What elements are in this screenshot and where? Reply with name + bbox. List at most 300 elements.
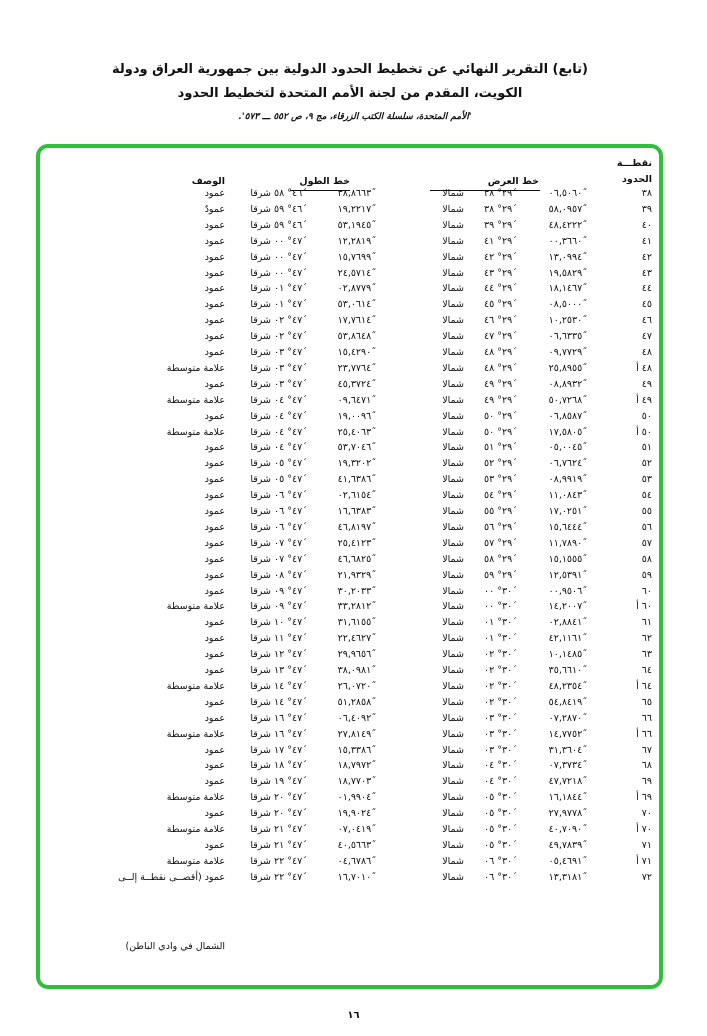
latitude-deg-min: ٣٠° ٠٢´ [484, 696, 517, 708]
latitude-direction: شمالا [442, 235, 464, 247]
longitude-seconds: ١٨,٧٩٧٢˝ [337, 760, 376, 772]
description: عمود [204, 283, 225, 295]
latitude-seconds: ١٤,٢٠٠٧˝ [548, 601, 587, 613]
longitude-seconds: ٢٧,٨١٤٩˝ [337, 728, 376, 740]
longitude-deg-min: ٤٧° ٠٠´ [274, 267, 307, 279]
description: عمود [204, 442, 225, 454]
table-row [0, 281, 707, 297]
longitude-deg-min: ٤٧° ٠٤´ [274, 394, 307, 406]
longitude-seconds: ٣٨,٨٦٦٣˝ [337, 188, 376, 199]
longitude-deg-min: ٤٧° ٠٥´ [274, 474, 307, 486]
table-row [0, 552, 707, 568]
table-row [0, 218, 707, 234]
table-row [0, 425, 707, 441]
description: عمود (أقصــى نقطــة إلــى [118, 871, 225, 883]
longitude-deg-min: ٤٧° ٠٢´ [274, 331, 307, 343]
point-number: ٤٦ [641, 315, 652, 327]
latitude-seconds: ١٧,٠٢٥١˝ [548, 506, 587, 517]
latitude-deg-min: ٢٩° ٤١´ [484, 235, 517, 247]
table-row [0, 393, 707, 409]
table-row [0, 202, 707, 218]
description: عمود [204, 506, 225, 517]
latitude-direction: شمالا [442, 283, 464, 295]
longitude-deg-min: ٤٧° ٢٠´ [274, 792, 307, 804]
longitude-seconds: ٢٥,٤١٢٣˝ [337, 537, 376, 549]
description: عمود [204, 839, 225, 851]
longitude-seconds: ٢٦,٠٧٢٠˝ [337, 680, 376, 692]
longitude-direction: شرقا [250, 585, 271, 597]
point-number: ٦١ [641, 617, 652, 629]
table-row [0, 488, 707, 504]
col-latitude-header: خط العرض [487, 176, 539, 187]
longitude-deg-min: ٤٧° ١٦´ [274, 728, 307, 740]
latitude-seconds: ١٤,٧٧٥٢˝ [548, 728, 587, 740]
description: عمود [204, 808, 225, 820]
latitude-direction: شمالا [442, 744, 464, 756]
longitude-direction: شرقا [250, 728, 271, 740]
longitude-direction: شرقا [250, 394, 271, 406]
description: عمود [204, 251, 225, 263]
point-number: ٦٣ [641, 649, 652, 661]
longitude-direction: شرقا [250, 744, 271, 756]
table-row [0, 790, 707, 806]
latitude-seconds: ١٨,١٤٦٧˝ [548, 283, 587, 295]
latitude-deg-min: ٣٠° ٠٢´ [484, 680, 517, 692]
description: عمود [204, 776, 225, 788]
longitude-direction: شرقا [250, 283, 271, 295]
table-row [0, 345, 707, 361]
point-number: ٥١ [641, 442, 652, 454]
longitude-deg-min: ٤٧° ٠٣´ [274, 362, 307, 374]
longitude-seconds: ٠٩,٦٤٧١˝ [337, 394, 376, 406]
latitude-direction: شمالا [442, 792, 464, 804]
latitude-direction: شمالا [442, 617, 464, 629]
table-row [0, 297, 707, 313]
latitude-deg-min: ٢٩° ٥٠´ [484, 426, 517, 438]
latitude-seconds: ٠٢,٨٨٤١˝ [548, 617, 587, 629]
latitude-seconds: ١١,٧٨٩٠˝ [548, 537, 587, 549]
latitude-direction: شمالا [442, 442, 464, 454]
description: عمود [204, 760, 225, 772]
longitude-seconds: ٥٣,٨٦٤٨˝ [337, 331, 376, 343]
latitude-seconds: ٠٧,٣٧٣٤˝ [548, 760, 587, 772]
point-number: ٥٠ أ [636, 426, 652, 438]
table-row [0, 329, 707, 345]
longitude-seconds: ٤١,٦٣٨٦˝ [337, 474, 376, 486]
description: عمود [204, 347, 225, 358]
description: عمود [204, 188, 225, 199]
title-line-1: (تابع) التقرير النهائي عن تخطيط الحدود الدولية بين جمهورية العراق ودولة [112, 62, 588, 77]
longitude-direction: شرقا [250, 553, 271, 565]
latitude-direction: شمالا [442, 824, 464, 835]
latitude-direction: شمالا [442, 839, 464, 851]
description: عمود [204, 315, 225, 327]
description: علامة متوسطة [166, 680, 225, 692]
latitude-seconds: ٣١,٣٦٠٤˝ [548, 744, 587, 756]
point-number: ٥٠ [641, 410, 652, 422]
longitude-deg-min: ٤٧° ٠٣´ [274, 378, 307, 390]
longitude-seconds: ١٥,٣٣٨٦˝ [337, 744, 376, 756]
description: عمود [204, 219, 225, 231]
latitude-deg-min: ٣٠° ٠٣´ [484, 712, 517, 724]
longitude-direction: شرقا [250, 378, 271, 390]
latitude-direction: شمالا [442, 665, 464, 676]
page-header [40, 58, 660, 106]
longitude-deg-min: ٤٧° ٠٦´ [274, 490, 307, 502]
point-number: ٥٦ [641, 521, 652, 533]
latitude-deg-min: ٢٩° ٥٨´ [484, 553, 517, 565]
description: عمودٌ [204, 203, 225, 215]
point-number: ٤٥ [641, 299, 652, 311]
table-row [0, 631, 707, 647]
point-number: ٤٠ [641, 219, 652, 231]
longitude-deg-min: ٤٧° ٠١´ [274, 283, 307, 295]
latitude-seconds: ٠٨,٩٩١٩˝ [548, 474, 587, 486]
latitude-direction: شمالا [442, 712, 464, 724]
longitude-direction: شرقا [250, 537, 271, 549]
longitude-direction: شرقا [250, 442, 271, 454]
latitude-deg-min: ٢٩° ٤٨´ [484, 347, 517, 358]
description: علامة متوسطة [166, 362, 225, 374]
title-line-2: الكويت، المقدم من لجنة الأمم المتحدة لتخطيط الحدود [177, 86, 523, 101]
table-row [0, 520, 707, 536]
longitude-seconds: ٢١,٩٣٢٩˝ [337, 569, 376, 581]
latitude-direction: شمالا [442, 649, 464, 661]
description: عمود [204, 617, 225, 629]
latitude-direction: شمالا [442, 585, 464, 597]
longitude-direction: شرقا [250, 458, 271, 470]
latitude-direction: شمالا [442, 808, 464, 820]
latitude-deg-min: ٣٠° ٠٤´ [484, 776, 517, 788]
longitude-seconds: ٤٦,٦٨٢٥˝ [337, 553, 376, 565]
point-number: ٦٥ [641, 696, 652, 708]
point-number: ٦٤ أ [636, 680, 652, 692]
latitude-seconds: ١٩,٥٨٢٩˝ [548, 267, 587, 279]
longitude-direction: شرقا [250, 792, 271, 804]
latitude-deg-min: ٣٠° ٠٤´ [484, 760, 517, 772]
table-row [0, 584, 707, 600]
longitude-direction: شرقا [250, 633, 271, 645]
longitude-deg-min: ٤٧° ١٢´ [274, 649, 307, 661]
latitude-deg-min: ٢٩° ٥٢´ [484, 458, 517, 470]
longitude-seconds: ٣٣,٢٨١٢˝ [337, 601, 376, 613]
page-number: ١٦ [347, 1010, 360, 1021]
table-row [0, 361, 707, 377]
table-row [0, 727, 707, 743]
latitude-seconds: ١٣,٠٩٩٤˝ [548, 251, 587, 263]
longitude-seconds: ١٦,٧٠١٠˝ [337, 871, 376, 883]
latitude-seconds: ٤٩,٧٨٣٩˝ [548, 839, 587, 851]
longitude-deg-min: ٤٧° ٠٠´ [274, 235, 307, 247]
point-number: ٦٩ أ [636, 792, 652, 804]
latitude-deg-min: ٢٩° ٥١´ [484, 442, 517, 454]
latitude-direction: شمالا [442, 474, 464, 486]
longitude-deg-min: ٤٧° ٠٠´ [274, 251, 307, 263]
description: عمود [204, 665, 225, 676]
longitude-direction: شرقا [250, 362, 271, 374]
point-number: ٦٦ أ [636, 728, 652, 740]
point-number: ٥٨ [641, 553, 652, 565]
table-row [0, 456, 707, 472]
longitude-direction: شرقا [250, 203, 271, 215]
point-number: ٦٠ أ [636, 601, 652, 613]
latitude-deg-min: ٢٩° ٥٩´ [484, 569, 517, 581]
point-number: ٦٢ [641, 633, 652, 645]
latitude-seconds: ١١,٠٨٤٣˝ [548, 490, 587, 502]
latitude-seconds: ١٠,٢٥٣٠˝ [548, 315, 587, 327]
longitude-seconds: ٢٤,٥٧١٤˝ [337, 267, 376, 279]
longitude-direction: شرقا [250, 188, 271, 199]
description: عمود [204, 521, 225, 533]
longitude-direction: شرقا [250, 521, 271, 533]
description: عمود [204, 490, 225, 502]
longitude-direction: شرقا [250, 569, 271, 581]
longitude-direction: شرقا [250, 680, 271, 692]
point-number: ٤٤ [641, 283, 652, 295]
longitude-deg-min: ٤٧° ٠٥´ [274, 458, 307, 470]
latitude-direction: شمالا [442, 680, 464, 692]
table-row [0, 568, 707, 584]
longitude-direction: شرقا [250, 776, 271, 788]
latitude-seconds: ١٧,٥٨٠٥˝ [548, 426, 587, 438]
longitude-direction: شرقا [250, 331, 271, 343]
description: عمود [204, 458, 225, 470]
latitude-seconds: ١٥,٦٤٤٤˝ [548, 521, 587, 533]
latitude-seconds: ٤٠,٧٠٩٠˝ [548, 824, 587, 835]
point-number: ٣٨ [641, 188, 652, 199]
latitude-deg-min: ٢٩° ٥٦´ [484, 521, 517, 533]
latitude-deg-min: ٣٠° ٠٢´ [484, 649, 517, 661]
latitude-seconds: ٠٩,٧٧٢٩˝ [548, 347, 587, 358]
longitude-seconds: ٠٦,٤٠٩٢˝ [337, 712, 376, 724]
description: عمود [204, 553, 225, 565]
latitude-direction: شمالا [442, 871, 464, 883]
table-row [0, 663, 707, 679]
latitude-seconds: ٤٧,٧٢١٨˝ [548, 776, 587, 788]
longitude-direction: شرقا [250, 855, 271, 867]
longitude-direction: شرقا [250, 506, 271, 517]
longitude-seconds: ٣٠,٢٠٣٣˝ [337, 585, 376, 597]
longitude-deg-min: ٤٧° ١٨´ [274, 760, 307, 772]
longitude-deg-min: ٤٧° ٠٣´ [274, 347, 307, 358]
point-number: ٤٩ أ [636, 394, 652, 406]
latitude-deg-min: ٣٠° ٠٥´ [484, 839, 517, 851]
longitude-deg-min: ٤٧° ٠٤´ [274, 426, 307, 438]
table-row [0, 822, 707, 838]
point-number: ٦٨ [641, 760, 652, 772]
longitude-seconds: ١٥,٧٦٩٩˝ [337, 251, 376, 263]
description: عمود [204, 474, 225, 486]
longitude-direction: شرقا [250, 410, 271, 422]
latitude-seconds: ٠٠,٣٦٦٠˝ [548, 235, 587, 247]
longitude-deg-min: ٤٧° ٠٤´ [274, 442, 307, 454]
latitude-deg-min: ٣٠° ٠٢´ [484, 665, 517, 676]
latitude-seconds: ١٠,١٤٨٥˝ [548, 649, 587, 661]
description: علامة متوسطة [166, 855, 225, 867]
longitude-seconds: ١٦,٦٣٨٣˝ [337, 506, 376, 517]
latitude-seconds: ٠٦,٦٣٣٥˝ [548, 331, 587, 343]
longitude-direction: شرقا [250, 760, 271, 772]
latitude-deg-min: ٣٠° ٠٠´ [484, 585, 517, 597]
latitude-seconds: ٠٥,٤٦٩١˝ [548, 855, 587, 867]
latitude-seconds: ٥٠,٧٢٦٨˝ [548, 394, 587, 406]
latitude-deg-min: ٢٩° ٣٨´ [484, 203, 517, 215]
table-row [0, 250, 707, 266]
description: علامة متوسطة [166, 824, 225, 835]
latitude-seconds: ٢٧,٩٧٧٨˝ [548, 808, 587, 820]
longitude-deg-min: ٤٧° ١٠´ [274, 617, 307, 629]
longitude-seconds: ٢٢,٤٦٢٧˝ [337, 633, 376, 645]
latitude-seconds: ٠٨,٨٩٣٢˝ [548, 378, 587, 390]
latitude-deg-min: ٢٩° ٤٩´ [484, 394, 517, 406]
point-number: ٦٧ [641, 744, 652, 756]
latitude-deg-min: ٣٠° ٠٥´ [484, 792, 517, 804]
longitude-deg-min: ٤٧° ١٧´ [274, 744, 307, 756]
point-number: ٤٨ [641, 347, 652, 358]
table-row [0, 266, 707, 282]
longitude-deg-min: ٤٧° ٠٨´ [274, 569, 307, 581]
longitude-deg-min: ٤٧° ٠٢´ [274, 315, 307, 327]
point-number: ٤٨ أ [636, 362, 652, 374]
table-row [0, 599, 707, 615]
longitude-direction: شرقا [250, 871, 271, 883]
col-point-header-2: الحدود [622, 174, 652, 185]
table-row [0, 758, 707, 774]
latitude-seconds: ١٦,١٨٤٤˝ [548, 792, 587, 804]
longitude-deg-min: ٤٧° ١٦´ [274, 712, 307, 724]
latitude-deg-min: ٢٩° ٤٩´ [484, 378, 517, 390]
latitude-deg-min: ٢٩° ٤٢´ [484, 251, 517, 263]
table-row [0, 409, 707, 425]
point-number: ٧١ [641, 839, 652, 851]
latitude-deg-min: ٢٩° ٥٧´ [484, 537, 517, 549]
table-row [0, 854, 707, 870]
latitude-direction: شمالا [442, 506, 464, 517]
longitude-deg-min: ٤٧° ٠٦´ [274, 506, 307, 517]
description: عمود [204, 410, 225, 422]
description: علامة متوسطة [166, 394, 225, 406]
longitude-seconds: ٥٣,٧٠٤٦˝ [337, 442, 376, 454]
latitude-deg-min: ٣٠° ٠٣´ [484, 728, 517, 740]
latitude-direction: شمالا [442, 537, 464, 549]
table-row [0, 186, 707, 202]
longitude-direction: شرقا [250, 617, 271, 629]
description: علامة متوسطة [166, 601, 225, 613]
description: عمود [204, 378, 225, 390]
latitude-deg-min: ٣٠° ٠٥´ [484, 824, 517, 835]
latitude-seconds: ٠٠,٩٥٠٦˝ [548, 585, 587, 597]
longitude-deg-min: ٤٧° ٢٢´ [274, 871, 307, 883]
latitude-direction: شمالا [442, 855, 464, 867]
latitude-seconds: ٠٥,٠٠٤٥˝ [548, 442, 587, 454]
latitude-direction: شمالا [442, 728, 464, 740]
latitude-deg-min: ٢٩° ٤٣´ [484, 267, 517, 279]
latitude-seconds: ٠٦,٨٥٨٧˝ [548, 410, 587, 422]
point-number: ٦٠ [641, 585, 652, 597]
latitude-direction: شمالا [442, 426, 464, 438]
table-row [0, 440, 707, 456]
latitude-direction: شمالا [442, 776, 464, 788]
latitude-direction: شمالا [442, 267, 464, 279]
point-number: ٤٣ [641, 267, 652, 279]
latitude-deg-min: ٣٠° ٠٣´ [484, 744, 517, 756]
table-row [0, 377, 707, 393]
latitude-direction: شمالا [442, 760, 464, 772]
table-row [0, 774, 707, 790]
table-row [0, 838, 707, 854]
longitude-direction: شرقا [250, 219, 271, 231]
point-number: ٤٩ [641, 378, 652, 390]
table-row [0, 743, 707, 759]
longitude-deg-min: ٤٧° ٠١´ [274, 299, 307, 311]
longitude-direction: شرقا [250, 808, 271, 820]
latitude-direction: شمالا [442, 394, 464, 406]
latitude-deg-min: ٢٩° ٣٨´ [484, 188, 517, 199]
latitude-deg-min: ٢٩° ٥٥´ [484, 506, 517, 517]
longitude-seconds: ١٩,٩٠٢٤˝ [337, 808, 376, 820]
latitude-direction: شمالا [442, 378, 464, 390]
description: عمود [204, 267, 225, 279]
latitude-direction: شمالا [442, 458, 464, 470]
longitude-deg-min: ٤٧° ١١´ [274, 633, 307, 645]
longitude-seconds: ٠٢,٦١٥٤˝ [337, 490, 376, 502]
latitude-direction: شمالا [442, 490, 464, 502]
point-number: ٤٢ [641, 251, 652, 263]
latitude-deg-min: ٢٩° ٥٠´ [484, 410, 517, 422]
longitude-deg-min: ٤٧° ٢٠´ [274, 808, 307, 820]
point-number: ٥٢ [641, 458, 652, 470]
table-row [0, 536, 707, 552]
latitude-deg-min: ٢٩° ٥٤´ [484, 490, 517, 502]
latitude-direction: شمالا [442, 251, 464, 263]
longitude-seconds: ١٩,٠٠٩٦˝ [337, 410, 376, 422]
latitude-deg-min: ٣٠° ٠٦´ [484, 871, 517, 883]
latitude-deg-min: ٣٠° ٠٦´ [484, 855, 517, 867]
longitude-direction: شرقا [250, 649, 271, 661]
longitude-seconds: ٢٥,٤٠٦٣˝ [337, 426, 376, 438]
latitude-deg-min: ٢٩° ٤٥´ [484, 299, 517, 311]
table-row [0, 870, 707, 886]
latitude-deg-min: ٣٠° ٠١´ [484, 633, 517, 645]
longitude-deg-min: ٤٦° ٥٩´ [274, 203, 307, 215]
latitude-seconds: ١٢,٥٣٩١˝ [548, 569, 587, 581]
table-row [0, 472, 707, 488]
latitude-seconds: ٤٨,٤٢٢٢˝ [548, 219, 587, 231]
longitude-direction: شرقا [250, 712, 271, 724]
latitude-seconds: ٠٧,٢٨٧٠˝ [548, 712, 587, 724]
latitude-direction: شمالا [442, 188, 464, 199]
longitude-direction: شرقا [250, 696, 271, 708]
latitude-seconds: ٤٨,٢٣٥٤˝ [548, 680, 587, 692]
description: عمود [204, 569, 225, 581]
longitude-deg-min: ٤٧° ١٣´ [274, 665, 307, 676]
point-number: ٥٩ [641, 569, 652, 581]
description: عمود [204, 744, 225, 756]
latitude-seconds: ١٣,٣١٨١˝ [548, 871, 587, 883]
longitude-seconds: ٢٩,٩٦٥٦˝ [337, 649, 376, 661]
description: عمود [204, 299, 225, 311]
latitude-deg-min: ٢٩° ٣٩´ [484, 219, 517, 231]
longitude-direction: شرقا [250, 824, 271, 835]
latitude-seconds: ٢٥,٨٩٥٥˝ [548, 362, 587, 374]
latitude-seconds: ١٥,١٥٥٥˝ [548, 553, 587, 565]
latitude-direction: شمالا [442, 633, 464, 645]
point-number: ٦٦ [641, 712, 652, 724]
col-description-header: الوصف [191, 176, 225, 187]
description: عمود [204, 649, 225, 661]
longitude-deg-min: ٤٧° ٠٩´ [274, 601, 307, 613]
point-number: ٦٩ [641, 776, 652, 788]
